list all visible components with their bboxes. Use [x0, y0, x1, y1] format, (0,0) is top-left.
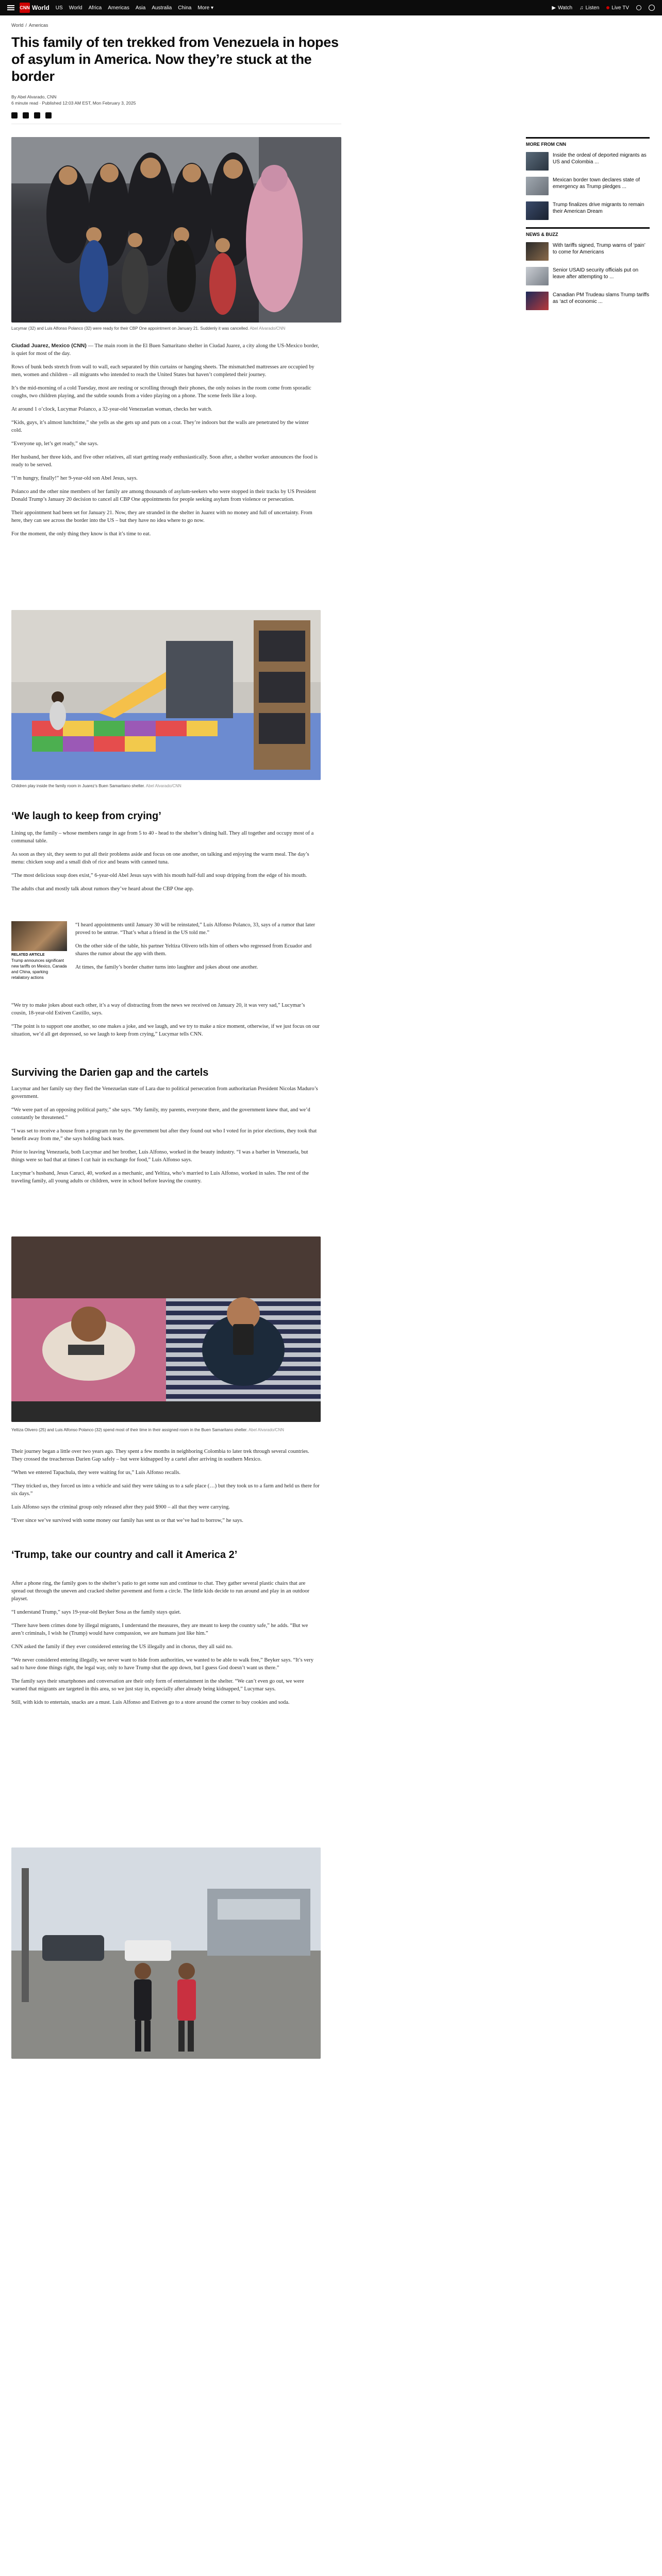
- related-thumbnail: [11, 921, 67, 951]
- live-tv-link[interactable]: [606, 5, 629, 11]
- watch-label: Watch: [558, 5, 573, 11]
- dateline: Ciudad Juarez, Mexico (CNN): [11, 343, 87, 349]
- article-body-2c: [11, 1002, 321, 1044]
- user-icon[interactable]: [649, 5, 655, 11]
- photo2-credit: Abel Alvarado/CNN: [145, 784, 181, 788]
- story-thumbnail: [526, 177, 549, 195]
- search-icon[interactable]: [636, 5, 641, 10]
- story-title[interactable]: Inside the ordeal of deported migrants as US and Colombia ...: [553, 152, 647, 165]
- hero-caption-text: Lucymar (32) and Luis Alfonso Polanco (32) were ready for their CBP One appointment on January 21. Suddenly it was cancelled.: [11, 326, 249, 331]
- paragraph: “We try to make jokes about each other, it’s a way of distracting from the news we received on January 20, it was very sad,” Lucymar’s cousin, 18-year-old Estiven Castillo, says.: [11, 1003, 305, 1016]
- photo2-caption: [11, 783, 321, 789]
- related-label: RELATED ARTICLE: [11, 953, 45, 957]
- paragraph: As soon as they sit, they seem to put all their problems aside and focus on one another, on talking and enjoying the warm meal. The day’s menu: chicken soup and a small dish of rice and beans with canned tuna.: [11, 852, 309, 865]
- article-body-1: [11, 342, 321, 544]
- paragraph: Prior to leaving Venezuela, both Lucymar and her brother, Luis Alfonso, worked in the beauty industry. “I was a barber in Venezuela, but things were so bad that at times I cut hair in exchange for food,” Luis Alfonso says.: [11, 1149, 308, 1163]
- paragraph: Still, with kids to entertain, snacks are a must. Luis Alfonso and Estiven go to a store around the corner to buy cookies and soda.: [11, 1700, 290, 1705]
- hero-caption: [11, 326, 321, 331]
- paragraph: “There have been crimes done by illegal migrants, I understand the measures, they are meant to keep the country safe,” he adds. “But we aren’t criminals, I wish he (Trump) would have compassion, we are humans just like him.”: [11, 1623, 308, 1636]
- author[interactable]: By Abel Alvarado, CNN: [11, 94, 57, 99]
- breadcrumb-world[interactable]: World: [11, 23, 24, 28]
- nav-china[interactable]: China: [178, 5, 192, 11]
- shelter-play-photo[interactable]: [11, 610, 321, 780]
- nav-us[interactable]: US: [55, 5, 63, 11]
- nav-world[interactable]: World: [69, 5, 82, 11]
- sidebar-story[interactable]: [526, 242, 650, 261]
- facebook-icon[interactable]: [11, 112, 18, 118]
- nav-more-label: More: [197, 5, 210, 11]
- article-headline: This family of ten trekked from Venezuela in hopes of asylum in America. Now they’re stuck at the border: [11, 35, 339, 84]
- headphones-icon: ♫: [580, 5, 584, 11]
- header-actions: [552, 5, 655, 11]
- nav-americas[interactable]: Americas: [108, 5, 129, 11]
- story-title[interactable]: Senior USAID security officials put on leave after attempting to ...: [553, 267, 639, 280]
- paragraph: “We were part of an opposing political party,” she says. “My family, my parents, everyone there, and the government knew that, and we’d constantly be threatened.”: [11, 1107, 310, 1121]
- bunk-photo[interactable]: [11, 1236, 321, 1422]
- article-body-3: [11, 1085, 321, 1191]
- story-thumbnail: [526, 242, 549, 261]
- paragraph: Lucymar and her family say they fled the Venezuelan state of Lara due to political persecution from authoritarian President Nicolas Maduro’s government.: [11, 1086, 318, 1099]
- more-from-cnn-heading: MORE FROM CNN: [526, 137, 650, 147]
- live-tv-label: Live TV: [611, 5, 629, 11]
- news-buzz-heading: NEWS & BUZZ: [526, 227, 650, 237]
- nav-australia[interactable]: Australia: [152, 5, 172, 11]
- paragraph: The family says their smartphones and conversation are their only form of entertainment in the shelter. “We can’t even go out, we were warned that migrants are targeted in this area, so we just stay in, especially after already being kidnapped,” Lucymar says.: [11, 1679, 304, 1692]
- paragraph: “We never considered entering illegally, we never want to hide from authorities, we wanted to be able to walk free,” Beyker says. “It’s very sad to have done things right, the legal way, only to have Trump shut the app down, but I guess God doesn’t want us there.”: [11, 1657, 313, 1671]
- paragraph: Their journey began a little over two years ago. They spent a few months in neighboring Colombia to later trek through several countries. They crossed the treacherous Darien Gap safely – but were kidnapped by a cartel after arriving in southern Mexico.: [11, 1449, 309, 1462]
- paragraph: Rows of bunk beds stretch from wall to wall, each separated by thin curtains or hanging sheets. The mismatched mattresses are occupied by men, women and children – all migrants who intended to reach the United States but haven’t completed their journey.: [11, 364, 315, 378]
- edition-label[interactable]: World: [32, 4, 49, 11]
- paragraph: “Ever since we’ve survived with some money our family has sent us or that we’ve had to borrow,” he says.: [11, 1518, 243, 1523]
- sidebar-story[interactable]: [526, 267, 650, 285]
- link-icon[interactable]: [45, 112, 52, 118]
- story-title[interactable]: Mexican border town declares state of emergency as Trump pledges ...: [553, 177, 640, 190]
- live-dot-icon: [606, 6, 609, 9]
- paragraph: CNN asked the family if they ever considered entering the US illegally and in chorus, they all said no.: [11, 1644, 233, 1650]
- story-thumbnail: [526, 152, 549, 171]
- chevron-down-icon: ▾: [210, 5, 213, 11]
- paragraph: At around 1 o’clock, Lucymar Polanco, a 32-year-old Venezuelan woman, checks her watch.: [11, 406, 212, 412]
- menu-icon[interactable]: [7, 5, 14, 10]
- paragraph: Luis Alfonso says the criminal group only released after they paid $900 – all that they were carrying.: [11, 1504, 230, 1510]
- paragraph: The adults chat and mostly talk about rumors they’ve heard about the CBP One app.: [11, 886, 194, 892]
- paragraph: Her husband, her three kids, and five other relatives, all start getting ready enthusiastically. Soon after, a shelter worker announces the food is ready to be served.: [11, 454, 318, 468]
- story-title[interactable]: Canadian PM Trudeau slams Trump tariffs as ‘act of economic ...: [553, 292, 650, 304]
- paragraph-text: — The main room in the El Buen Samaritano shelter in Ciudad Juarez, a city along the US-Mexico border, is quiet for most of the day.: [11, 343, 319, 357]
- listen-link[interactable]: [580, 5, 599, 11]
- paragraph: For the moment, the only thing they know is that it’s time to eat.: [11, 531, 151, 537]
- paragraph: “I understand Trump,” says 19-year-old Beyker Sosa as the family stays quiet.: [11, 1609, 181, 1615]
- section-heading-2: Surviving the Darien gap and the cartels: [11, 1067, 209, 1078]
- paragraph: “I was set to receive a house from a program run by the government but after they found out who I voted for in prior elections, they took that benefit away from me,” she says holding back tears.: [11, 1128, 317, 1142]
- street-illustration: [11, 1848, 321, 2059]
- sidebar: [526, 137, 650, 316]
- article-body-4: [11, 1448, 321, 1530]
- story-thumbnail: [526, 267, 549, 285]
- paragraph: After a phone ring, the family goes to the shelter’s patio to get some sun and continue to chat. They gather several plastic chairs that are spread out through the uneven and cracked shelter pavement and form a circle. The little kids decide to run around and play in an outdoor playset.: [11, 1581, 309, 1602]
- byline: [11, 94, 136, 106]
- paragraph: “When we entered Tapachula, they were waiting for us,” Luis Alfonso recalls.: [11, 1470, 180, 1476]
- story-thumbnail: [526, 292, 549, 310]
- paragraph: “Kids, guys, it’s almost lunchtime,” she yells as she gets up and puts on a coat. They’re indoors but the walls are penetrated by the winter cold.: [11, 420, 309, 433]
- playroom-illustration: [11, 610, 321, 780]
- section-heading-1: ‘We laugh to keep from crying’: [11, 810, 161, 822]
- story-title[interactable]: With tariffs signed, Trump warns of ‘pain’ to come for Americans: [553, 243, 646, 255]
- story-thumbnail: [526, 201, 549, 220]
- listen-label: Listen: [585, 5, 600, 11]
- paragraph: At times, the family’s border chatter turns into laughter and jokes about one another.: [75, 964, 258, 970]
- family-illustration: [11, 137, 341, 323]
- paragraph: “The point is to support one another, so one makes a joke, and we laugh, and we try to make a nice moment, otherwise, if we just focus on our situation, we’d all get depressed, so we laugh to keep from crying,” Lucymar tells CNN.: [11, 1024, 320, 1037]
- play-icon: ▶: [552, 5, 556, 11]
- paragraph: “I heard appointments until January 30 will be reinstated,” Luis Alfonso Polanco, 33, says of a rumor that later proved to be untrue. “That’s what a friend in the US told me.”: [75, 922, 316, 936]
- article-body-2b: [75, 921, 321, 977]
- photo2-caption-text: Children play inside the family room in Juarez’s Buen Samaritano shelter.: [11, 784, 145, 788]
- twitter-icon[interactable]: [23, 112, 29, 118]
- paragraph: On the other side of the table, his partner Yeltiza Olivero tells him of others who regressed from Ecuador and shares the rumor about the app with them.: [75, 943, 312, 957]
- paragraph: Their appointment had been set for January 21. Now, they are stranded in the shelter in Juarez with no money and full of uncertainty. From here, they can see across the border into the US – but they have no idea where to go now.: [11, 510, 312, 523]
- related-article[interactable]: [11, 921, 67, 980]
- hero-photo[interactable]: [11, 137, 341, 323]
- cnn-logo[interactable]: CNN: [20, 3, 30, 13]
- paragraph: Polanco and the other nine members of her family are among thousands of asylum-seekers who were stopped in their tracks by US President Donald Trump’s January 20 decision to cancel all CBP One appointments for people seeking asylum from violence or persecution.: [11, 489, 316, 502]
- sidebar-story[interactable]: [526, 177, 650, 195]
- hero-credit: Abel Alvarado/CNN: [250, 326, 286, 331]
- nav-asia[interactable]: Asia: [135, 5, 146, 11]
- photo3-caption: [11, 1427, 321, 1433]
- article-body-5: [11, 1580, 321, 1712]
- nav-more[interactable]: [197, 5, 213, 11]
- nav-africa[interactable]: Africa: [88, 5, 102, 11]
- section-nav: [56, 5, 213, 11]
- paragraph: Lucymar’s husband, Jesus Caruci, 40, worked as a mechanic, and Yeltiza, who’s married to Luis Alfonso, worked in sales. The rest of the traveling family, all young adults or children, were in school before leaving the country.: [11, 1171, 309, 1184]
- paragraph: “The most delicious soup does exist,” 6-year-old Abel Jesus says with his mouth half-full and soup dripping from the edge of his mouth.: [11, 873, 307, 878]
- breadcrumb-separator: /: [25, 23, 27, 28]
- related-title[interactable]: Trump announces significant new tariffs on Mexico, Canada and China, sparking retaliatory actions: [11, 958, 67, 980]
- share-bar: [11, 112, 52, 118]
- article-body-2: [11, 829, 321, 899]
- story-title[interactable]: Trump finalizes drive migrants to remain their American Dream: [553, 202, 644, 214]
- paragraph: It’s the mid-morning of a cold Tuesday, most are resting or scrolling through their phones, the only noises in the room come from sporadic coughs, two children playing, and the subtle sounds from a video playing on a phone. The scene feels like a loop.: [11, 385, 311, 399]
- paragraph: Lining up, the family – whose members range in age from 5 to 40 - head to the shelter’s dining hall. They all together and occupy most of a communal table.: [11, 831, 314, 844]
- photo3-caption-text: Yeltiza Olivero (25) and Luis Alfonso Polanco (32) spend most of their time in their assigned room in the Buen Samaritano shelter.: [11, 1428, 248, 1432]
- sidebar-story[interactable]: [526, 152, 650, 171]
- paragraph: [11, 342, 321, 358]
- street-photo[interactable]: [11, 1848, 321, 2059]
- top-navigation-bar: [0, 0, 662, 15]
- breadcrumb-americas[interactable]: Americas: [28, 23, 48, 28]
- publish-meta: 6 minute read · Published 12:03 AM EST, Mon February 3, 2025: [11, 100, 136, 106]
- paragraph: “They tricked us, they forced us into a vehicle and said they were taking us to a safe place (…) but they took us to a farm and held us there for six days.”: [11, 1483, 320, 1497]
- email-icon[interactable]: [34, 112, 40, 118]
- watch-link[interactable]: [552, 5, 572, 11]
- paragraph: “I’m hungry, finally!” her 9-year-old son Abel Jesus, says.: [11, 476, 138, 481]
- photo3-credit: Abel Alvarado/CNN: [248, 1428, 284, 1432]
- breadcrumb: [11, 23, 48, 28]
- sidebar-story[interactable]: [526, 201, 650, 220]
- bunk-illustration: [11, 1236, 321, 1422]
- sidebar-story[interactable]: [526, 292, 650, 310]
- paragraph: “Everyone up, let’s get ready,” she says.: [11, 441, 98, 447]
- section-heading-3: ‘Trump, take our country and call it America 2’: [11, 1549, 238, 1561]
